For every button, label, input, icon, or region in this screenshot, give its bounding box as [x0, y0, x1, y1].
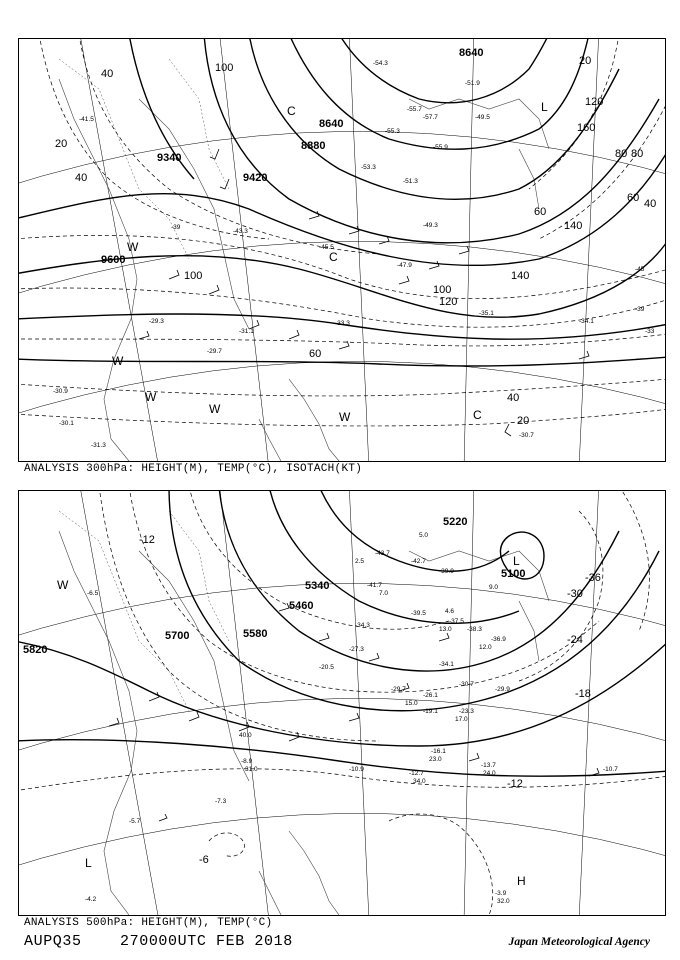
cold-center-symbol: C — [329, 250, 338, 264]
isotach-label: 100 — [433, 284, 452, 296]
height-label-9420: 9420 — [243, 172, 268, 184]
isotach-label: 60 — [534, 206, 547, 218]
station-temp: -3.9 — [495, 890, 507, 897]
isotach-label: 140 — [511, 270, 530, 282]
station-temp: -38.3 — [467, 626, 482, 633]
caption-500hpa: ANALYSIS 500hPa: HEIGHT(M), TEMP(°C) — [24, 917, 273, 929]
station-temp: -13.7 — [481, 762, 496, 769]
station-temp: -33.3 — [335, 320, 350, 327]
station-spread: 13.0 — [439, 626, 452, 633]
isotach-label: 140 — [564, 220, 583, 232]
height-label-8880: 8880 — [301, 140, 326, 152]
wind-barbs-300 — [139, 149, 589, 436]
station-temp: -29.7 — [207, 348, 222, 355]
height-label-8640: 8640 — [319, 118, 344, 130]
map-300hpa — [19, 39, 665, 461]
isotach-label: 20 — [517, 415, 530, 427]
station-temp: -30.7 — [459, 681, 474, 688]
height-label-9340: 9340 — [157, 152, 182, 164]
height-label-9600: 9600 — [101, 254, 126, 266]
valid-time: 270000UTC FEB 2018 — [120, 933, 293, 950]
station-temp: -29.7 — [391, 686, 406, 693]
station-temp: -5.7 — [129, 818, 141, 825]
station-temp: -39.9 — [439, 568, 454, 575]
station-temp: -8.9 — [241, 758, 253, 765]
chart-code: AUPQ35 — [24, 933, 82, 950]
station-temp: -49.5 — [475, 114, 490, 121]
station-temp: -47.9 — [397, 262, 412, 269]
map-500hpa — [19, 491, 665, 915]
isotach-label: 100 — [215, 62, 234, 74]
warm-center-symbol: W — [339, 410, 351, 424]
temp-contour-label: -6 — [199, 854, 209, 866]
warm-center-symbol: W — [127, 240, 139, 254]
station-spread: 4.6 — [445, 608, 455, 615]
station-spread: 23.0 — [429, 756, 442, 763]
station-temp: -30.7 — [519, 432, 534, 439]
station-temp: -20.5 — [319, 664, 334, 671]
station-temperatures-300 — [53, 60, 655, 449]
height-label-5340: 5340 — [305, 580, 330, 592]
temp-contour-label: -12 — [139, 534, 155, 546]
station-spread: 12.0 — [479, 644, 492, 651]
station-temp: -30.1 — [59, 420, 74, 427]
borders-300 — [59, 59, 229, 259]
coastlines-500 — [59, 531, 549, 915]
isotach-label: 40 — [507, 392, 520, 404]
station-spread: 40.0 — [239, 732, 252, 739]
station-temp: -45.5 — [319, 244, 334, 251]
height-label-5100: 5100 — [501, 568, 526, 580]
temp-contour-label: -12 — [507, 778, 523, 790]
cold-center-symbol: C — [473, 408, 482, 422]
chart-code-line — [24, 933, 293, 950]
graticule-500 — [19, 491, 665, 915]
station-temp: -10.9 — [349, 766, 364, 773]
station-spread: 9.0 — [489, 584, 499, 591]
isotach-label: 120 — [585, 96, 604, 108]
station-spread: 31.0 — [245, 766, 258, 773]
station-temp: -16.1 — [431, 748, 446, 755]
station-temp: -51.9 — [465, 80, 480, 87]
station-temp: -19.1 — [423, 708, 438, 715]
warm-center-symbol: W — [112, 354, 124, 368]
station-temp: -54.3 — [373, 60, 388, 67]
isotach-label: 40 — [101, 68, 114, 80]
station-temp: -53.3 — [361, 164, 376, 171]
station-spread: 34.0 — [413, 778, 426, 785]
station-temp: -33 — [645, 328, 655, 335]
warm-center-symbol: W — [209, 402, 221, 416]
station-temp: -34.3 — [355, 622, 370, 629]
isotach-label: 60 — [309, 348, 322, 360]
height-label-8640b: 8640 — [459, 47, 484, 59]
isotach-label: 120 — [439, 296, 458, 308]
low-center-symbol: L — [85, 856, 92, 870]
station-temp: -23.3 — [459, 708, 474, 715]
station-temp: -55.3 — [385, 128, 400, 135]
station-spread: 2.5 — [355, 558, 365, 565]
station-spread: 5.0 — [419, 532, 429, 539]
height-label-5460: 5460 — [289, 600, 314, 612]
station-temp: -6.5 — [87, 590, 99, 597]
station-temp: -41.5 — [79, 116, 94, 123]
high-center-symbol: H — [517, 874, 526, 888]
height-label-5820: 5820 — [23, 644, 48, 656]
station-temp: -41.7 — [367, 582, 382, 589]
station-temp: -55.9 — [433, 144, 448, 151]
temp-contours-500 — [19, 491, 665, 915]
isotach-label: 80 — [615, 148, 628, 160]
isotach-label: 160 — [577, 122, 596, 134]
station-temp: -12.7 — [409, 770, 424, 777]
station-temp: -36.9 — [491, 636, 506, 643]
isotach-label: 40 — [644, 198, 657, 210]
station-temp: -37.5 — [449, 618, 464, 625]
station-temp: -29.9 — [495, 686, 510, 693]
height-label-5220: 5220 — [443, 516, 468, 528]
temp-contour-label: -18 — [575, 688, 591, 700]
station-spread: 17.0 — [455, 716, 468, 723]
warm-center-symbol: W — [145, 390, 157, 404]
station-temp: -26.1 — [423, 692, 438, 699]
station-temp: -34.1 — [439, 661, 454, 668]
station-temp: -51.3 — [403, 178, 418, 185]
isotach-label: 20 — [55, 138, 68, 150]
station-temp: -10.7 — [603, 766, 618, 773]
chart-300hpa — [18, 38, 666, 462]
station-temp: -4.2 — [85, 896, 97, 903]
station-temp: -29.3 — [149, 318, 164, 325]
low-center-symbol: L — [513, 554, 520, 568]
isotach-label: 80 — [631, 148, 644, 160]
station-temp: -57.7 — [423, 114, 438, 121]
isotach-label: 40 — [75, 172, 88, 184]
station-temp: -55.7 — [407, 106, 422, 113]
height-label-5580: 5580 — [243, 628, 268, 640]
station-temp: -45 — [635, 266, 645, 273]
station-temperatures-500 — [85, 550, 618, 903]
agency-name: Japan Meteorological Agency — [508, 936, 650, 948]
isotach-label: 100 — [184, 270, 203, 282]
station-temp: -34.1 — [579, 318, 594, 325]
isotach-label: 20 — [579, 55, 592, 67]
station-temp: -49.3 — [423, 222, 438, 229]
graticule-300 — [19, 39, 665, 461]
station-spread: 24.0 — [483, 770, 496, 777]
station-temp: -35.1 — [479, 310, 494, 317]
isotach-label: 60 — [627, 192, 640, 204]
caption-300hpa: ANALYSIS 300hPa: HEIGHT(M), TEMP(°C), ISOTACH(KT) — [24, 463, 363, 475]
temp-contour-label: -24 — [567, 634, 583, 646]
height-contours-300 — [19, 39, 665, 366]
station-temp: -30.9 — [53, 388, 68, 395]
chart-500hpa — [18, 490, 666, 916]
station-temp: -7.3 — [215, 798, 227, 805]
cold-center-symbol: C — [287, 104, 296, 118]
station-temp: -43.7 — [375, 550, 390, 557]
station-temp: -39 — [635, 306, 645, 313]
station-spread: 7.0 — [379, 590, 389, 597]
temp-contour-label: -30 — [567, 588, 583, 600]
station-temp: -31.3 — [91, 442, 106, 449]
station-temp: -27.3 — [349, 646, 364, 653]
station-temp: -39.5 — [411, 610, 426, 617]
station-temp: -42.7 — [411, 558, 426, 565]
station-temp: -43.3 — [233, 228, 248, 235]
low-center-symbol: L — [541, 100, 548, 114]
station-spread: 32.0 — [497, 898, 510, 905]
station-temp: -39 — [171, 224, 181, 231]
station-spread: 15.0 — [405, 700, 418, 707]
temp-contour-label: -36 — [585, 572, 601, 584]
warm-center-symbol: W — [57, 578, 69, 592]
height-label-5700: 5700 — [165, 630, 190, 642]
station-temp: -31.1 — [239, 328, 254, 335]
